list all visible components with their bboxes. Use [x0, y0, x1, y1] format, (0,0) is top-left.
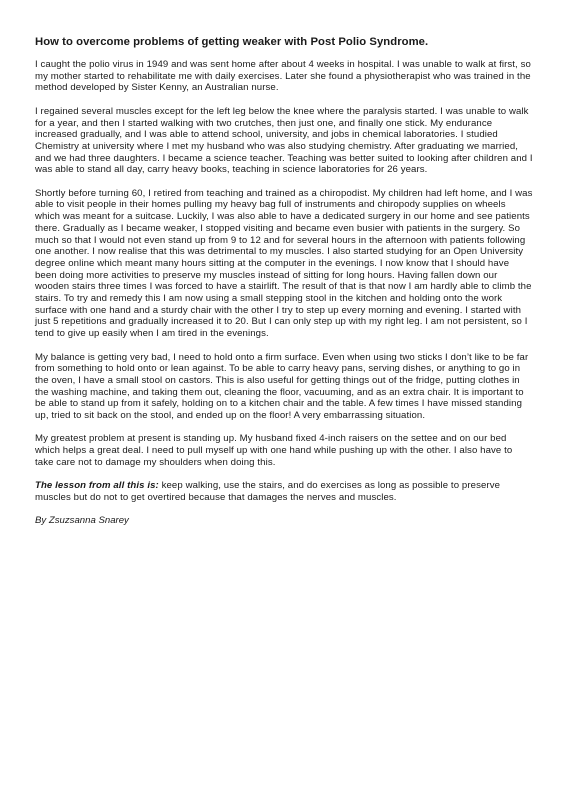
- document-title: How to overcome problems of getting weaker with Post Polio Syndrome.: [35, 36, 429, 48]
- paragraph-balance: My balance is getting very bad, I need to hold onto a firm surface. Even when using two sticks I don’t like to be far from something to hold onto or lean against. To be able to carry heavy pans, serving dishes, or anything to go in the oven, I have a small stool on castors. This is also useful for getting things out of the fridge, putting clothes in the washing machine, and taking them out, cleaning the floor, vacuuming, and as an extra chair. It is important to be able to stand up from it safely, holding on to a kitchen chair and the table. A few times I have missed standing up, tried to sit back on the stool, and ended up on the floor! A very embarrassing situation.: [35, 351, 529, 422]
- lesson-text: keep walking, use the stairs, and do exercises as long as possible to preserve muscles but do not to get overtired because that damages the nerves and muscles.: [35, 480, 501, 503]
- author-byline: By Zsuzsanna Snarey: [35, 515, 129, 527]
- paragraph-standing-up: My greatest problem at present is standing up. My husband fixed 4-inch raisers on the settee and on our bed which helps a great deal. I need to pull myself up with one hand while pushing up with the other. I also have to take care not to damage my shoulders when doing this.: [35, 433, 513, 468]
- paragraph-childhood: I caught the polio virus in 1949 and was sent home after about 4 weeks in hospital. I was unable to walk at first, so my mother started to rehabilitate me with daily exercises. Later she found a physiotherapist who was trained in the method developed by Sister Kenny, an Australian nurse.: [35, 59, 531, 94]
- paragraph-chiropody: Shortly before turning 60, I retired from teaching and trained as a chiropodist. My children had left home, and I was able to visit people in their homes pulling my heavy bag full of instruments and chiropody supplies on wheels which was meant for a suitcase. Luckily, I was also able to have a dedicated surgery in our home and see patients there. Gradually as I became weaker, I stopped visiting and became even busier with patients in the surgery. So much so that I would not even stand up from 9 to 12 and for several hours in the afternoon with patients following one another. I now realise that this was detrimental to my muscles. I also started studying for an Open University degree online which meant many hours sitting at the computer in the evenings. I now know that I should have been doing more activities to preserve my muscles instead of sitting for long hours. Having fallen down our wooden stairs three times I was forced to have a stairlift. The result of that is that now I am hardly able to climb the stairs. To try and remedy this I am now using a small stepping stool in the kitchen and holding onto the work surface with one hand and a sturdy chair with the other I try to step up every morning and evening. I started with just 5 repetitions and gradually increased it to 20. But I can only step up with my right leg. I am not persistent, so I tend to give up easily when I am tired in the evenings.: [35, 187, 533, 340]
- paragraph-career: I regained several muscles except for the left leg below the knee where the paralysis started. I was unable to walk for a year, and then I started walking with two crutches, then just one, and finally one stick. My endurance increased gradually, and I was able to attend school, university, and jobs in chemical laboratories. I studied Chemistry at university where I met my husband who was also studying chemistry. After graduating we married, and we had three daughters. I became a science teacher. Teaching was better suited to looking after children and I was able to stand all day, carry heavy books, teaching in science laboratories for 26 years.: [35, 105, 533, 176]
- lesson-lead: The lesson from all this is:: [35, 480, 159, 492]
- lesson-paragraph: [35, 480, 533, 503]
